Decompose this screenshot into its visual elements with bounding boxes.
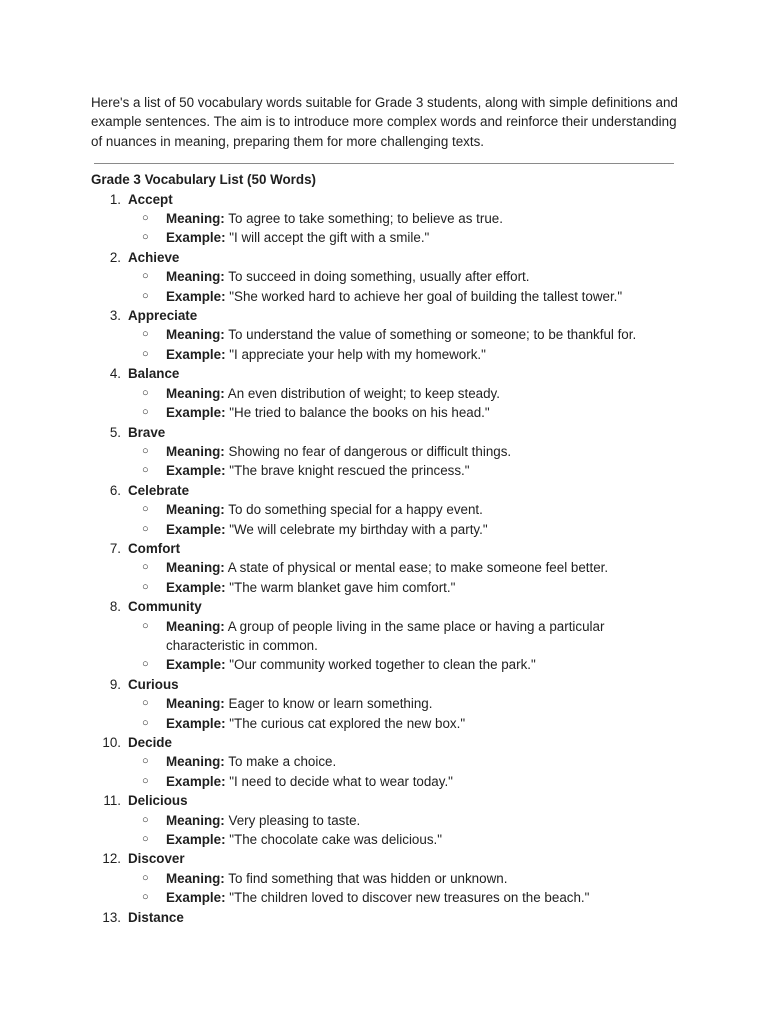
meaning-label: Meaning:: [166, 870, 225, 886]
meaning-label: Meaning:: [166, 443, 225, 459]
example-label: Example:: [166, 579, 226, 595]
example-text: "I need to decide what to wear today.": [229, 773, 453, 789]
item-number: 8.: [109, 599, 121, 615]
example-label: Example:: [166, 521, 226, 537]
hollow-bullet-icon: ○: [142, 871, 149, 884]
hollow-bullet-icon: ○: [142, 212, 149, 225]
meaning-label: Meaning:: [166, 502, 225, 518]
item-number: 6.: [109, 482, 121, 498]
example-line: [128, 520, 681, 539]
example-line: [128, 772, 681, 791]
word-details: [128, 500, 681, 539]
hollow-bullet-icon: ○: [142, 619, 149, 632]
vocab-word: Decide: [128, 735, 172, 750]
meaning-line: [128, 500, 681, 519]
example-line: [128, 287, 681, 306]
meaning-label: Meaning:: [166, 618, 225, 634]
meaning-line: [128, 752, 681, 771]
item-number: 5.: [109, 424, 121, 440]
item-number: 2.: [109, 249, 121, 265]
item-number: 12.: [102, 851, 121, 867]
item-number: 4.: [109, 366, 121, 382]
vocab-item: [91, 908, 681, 927]
meaning-label: Meaning:: [166, 269, 225, 285]
vocab-item: [91, 597, 681, 675]
hollow-bullet-icon: ○: [142, 386, 149, 399]
meaning-text: To make a choice.: [228, 754, 337, 770]
meaning-label: Meaning:: [166, 211, 225, 227]
example-line: [128, 461, 681, 480]
word-details: [128, 384, 681, 423]
example-line: [128, 403, 681, 422]
meaning-text: To do something special for a happy event.: [228, 502, 483, 518]
word-details: [128, 752, 681, 791]
example-line: [128, 830, 681, 849]
meaning-text: To find something that was hidden or unknown.: [228, 870, 508, 886]
example-text: "The warm blanket gave him comfort.": [229, 579, 456, 595]
example-line: [128, 345, 681, 364]
example-label: Example:: [166, 463, 226, 479]
example-line: [128, 888, 681, 907]
vocab-word: Distance: [128, 909, 184, 925]
vocab-item: [91, 791, 681, 849]
word-details: [128, 558, 681, 597]
meaning-text: A group of people living in the same place or having a particular characteristic in common.: [166, 618, 605, 653]
word-details: [128, 209, 681, 248]
vocab-item: [91, 481, 681, 539]
hollow-bullet-icon: ○: [142, 503, 149, 516]
vocab-word: Brave: [128, 424, 166, 440]
meaning-text: Eager to know or learn something.: [228, 696, 433, 712]
hollow-bullet-icon: ○: [142, 697, 149, 710]
horizontal-divider: [94, 163, 674, 164]
meaning-line: [128, 267, 681, 286]
vocab-item: [91, 423, 681, 481]
meaning-line: [128, 558, 681, 577]
vocab-word: Appreciate: [128, 308, 198, 324]
hollow-bullet-icon: ○: [142, 561, 149, 574]
meaning-line: [128, 209, 681, 228]
meaning-text: An even distribution of weight; to keep steady.: [227, 385, 500, 401]
example-label: Example:: [166, 715, 226, 731]
example-label: Example:: [166, 346, 226, 362]
word-details: [128, 617, 681, 675]
vocab-word: Discover: [128, 851, 185, 867]
vocab-item: [91, 539, 681, 597]
word-details: [128, 267, 681, 306]
example-label: Example:: [166, 405, 226, 421]
meaning-label: Meaning:: [166, 385, 225, 401]
example-text: "She worked hard to achieve her goal of building the tallest tower.": [229, 288, 623, 304]
vocab-word: Accept: [128, 191, 173, 207]
example-text: "I appreciate your help with my homework.": [229, 346, 486, 362]
list-title: Grade 3 Vocabulary List (50 Words): [91, 172, 316, 188]
example-label: Example:: [166, 773, 226, 789]
hollow-bullet-icon: ○: [142, 658, 149, 671]
word-details: [128, 325, 681, 364]
meaning-text: To understand the value of something or someone; to be thankful for.: [228, 327, 637, 343]
meaning-label: Meaning:: [166, 812, 225, 828]
example-text: "We will celebrate my birthday with a party.": [229, 521, 488, 537]
vocab-word: Community: [128, 599, 202, 615]
word-details: [128, 811, 681, 850]
item-number: 7.: [109, 540, 121, 556]
example-line: [128, 655, 681, 674]
meaning-text: Showing no fear of dangerous or difficult things.: [228, 443, 512, 459]
vocab-word: Delicious: [128, 793, 188, 809]
hollow-bullet-icon: ○: [142, 755, 149, 768]
meaning-line: [128, 869, 681, 888]
meaning-text: Very pleasing to taste.: [228, 812, 361, 828]
meaning-line: [128, 384, 681, 403]
meaning-label: Meaning:: [166, 327, 225, 343]
example-text: "The brave knight rescued the princess.": [229, 463, 470, 479]
meaning-line: [128, 325, 681, 344]
meaning-text: To agree to take something; to believe as true.: [228, 211, 503, 227]
hollow-bullet-icon: ○: [142, 580, 149, 593]
meaning-line: [128, 811, 681, 830]
meaning-label: Meaning:: [166, 754, 225, 770]
hollow-bullet-icon: ○: [142, 444, 149, 457]
hollow-bullet-icon: ○: [142, 406, 149, 419]
vocab-word: Achieve: [128, 249, 180, 265]
vocab-item: [91, 306, 681, 364]
hollow-bullet-icon: ○: [142, 270, 149, 283]
word-details: [128, 869, 681, 908]
example-text: "The curious cat explored the new box.": [229, 715, 466, 731]
example-label: Example:: [166, 230, 226, 246]
item-number: 1.: [109, 191, 121, 207]
item-number: 11.: [103, 793, 121, 809]
hollow-bullet-icon: ○: [142, 289, 149, 302]
document-page: [91, 93, 681, 927]
hollow-bullet-icon: ○: [142, 522, 149, 535]
vocab-word: Celebrate: [128, 482, 190, 498]
example-text: "I will accept the gift with a smile.": [229, 230, 430, 246]
hollow-bullet-icon: ○: [142, 464, 149, 477]
vocab-item: [91, 364, 681, 422]
hollow-bullet-icon: ○: [142, 833, 149, 846]
vocabulary-list: [91, 190, 681, 927]
meaning-line: [128, 694, 681, 713]
item-number: 9.: [109, 676, 121, 692]
hollow-bullet-icon: ○: [142, 347, 149, 360]
example-label: Example:: [166, 832, 226, 848]
item-number: 13.: [102, 909, 121, 925]
meaning-label: Meaning:: [166, 696, 225, 712]
vocab-word: Curious: [128, 676, 179, 692]
example-line: [128, 228, 681, 247]
hollow-bullet-icon: ○: [142, 716, 149, 729]
hollow-bullet-icon: ○: [142, 774, 149, 787]
hollow-bullet-icon: ○: [142, 328, 149, 341]
word-details: [128, 694, 681, 733]
example-text: "He tried to balance the books on his head.": [229, 405, 490, 421]
item-number: 3.: [109, 308, 121, 324]
item-number: 10.: [102, 735, 121, 750]
vocab-word: Comfort: [128, 540, 181, 556]
vocab-item: [91, 675, 681, 733]
example-text: "The chocolate cake was delicious.": [229, 832, 442, 848]
example-label: Example:: [166, 288, 226, 304]
intro-paragraph: Here's a list of 50 vocabulary words suitable for Grade 3 students, along with simple definitions and example sentences. The aim is to introduce more complex words and reinforce their understanding of nuances in meaning, preparing them for more challenging texts.: [91, 95, 678, 149]
vocab-item: [91, 190, 681, 248]
example-text: "The children loved to discover new treasures on the beach.": [229, 890, 590, 906]
meaning-label: Meaning:: [166, 560, 225, 576]
example-line: [128, 714, 681, 733]
example-label: Example:: [166, 890, 226, 906]
hollow-bullet-icon: ○: [142, 813, 149, 826]
meaning-text: A state of physical or mental ease; to make someone feel better.: [227, 560, 609, 576]
vocab-item: [91, 248, 681, 306]
vocab-word: Balance: [128, 366, 180, 382]
meaning-line: [128, 617, 681, 656]
hollow-bullet-icon: ○: [142, 891, 149, 904]
meaning-text: To succeed in doing something, usually after effort.: [228, 269, 530, 285]
example-line: [128, 578, 681, 597]
example-text: "Our community worked together to clean the park.": [229, 657, 536, 673]
vocab-item: [91, 849, 681, 907]
meaning-line: [128, 442, 681, 461]
vocab-item: [91, 733, 681, 791]
word-details: [128, 442, 681, 481]
hollow-bullet-icon: ○: [142, 231, 149, 244]
example-label: Example:: [166, 657, 226, 673]
